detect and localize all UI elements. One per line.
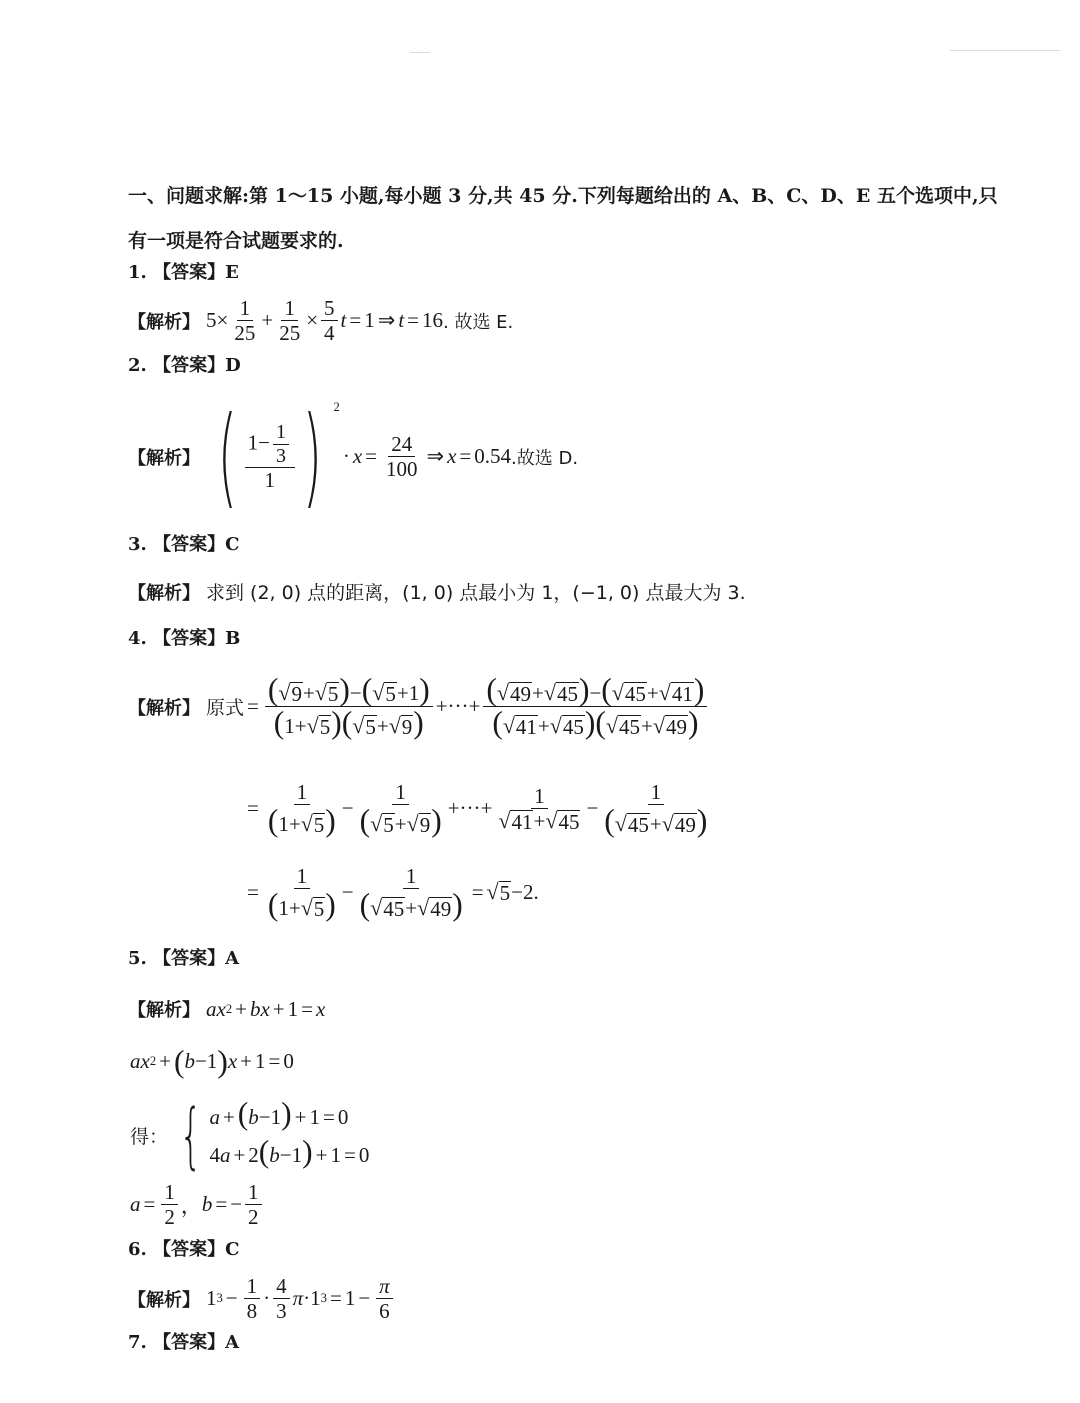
question-5-system: 得： { a +(b−1) + 1 = 0 4a + 2(b−1) + 1 = 0 [130,1093,370,1177]
question-4-analysis-line1: 【解析】 原式 = ( √ 9 + √ 5 )−( √ 5 +1) (1+ √ 5 )( √ 5 + √ 9 ) +···+ ( √ 49 + √ 45 )−( √ 45 + √ 41 ) ( √ 41 + √ 45 )( √ 45 + √ 49 ) [128,674,710,739]
question-4-analysis-line3: = 1 (1+ √ 5 ) − 1 ( √ 45 + √ 49 ) = √ 5 −2. [247,864,539,923]
conclusion: . 故选 E. [443,311,514,333]
analysis-tag: 【解析】 [128,311,200,333]
question-3-text: 求到 (2, 0) 点的距离，(1, 0) 点最小为 1，(−1, 0) 点最大为 3. [206,582,746,604]
question-3-analysis [128,578,746,605]
answer-letter: E [225,262,239,283]
answer-letter: A [225,948,240,969]
question-5-answer [128,944,239,970]
answer-letter: B [225,628,241,649]
section-heading-line1: 一、问题求解:第 1～15 小题,每小题 3 分,共 45 分.下列每题给出的 A、B、C、D、E 五个选项中,只 [128,185,998,207]
answer-tag: 【答案】 [153,534,226,555]
question-3-answer [128,530,239,556]
question-number: 7. [128,1332,147,1353]
analysis-tag: 【解析】 [128,582,200,604]
question-number: 3. [128,534,147,555]
original-expression-label: 原式 [206,697,245,720]
get-label: 得： [130,1126,169,1149]
section-heading-line2: 有一项是符合试题要求的. [128,230,344,252]
question-4-analysis-line2: = 1 (1+ √ 5 ) − 1 ( √ 5 + √ 9 ) +···+ 1 √ 41 + √ 45 − 1 ( √ 45 + √ 49 ) [247,780,708,839]
answer-letter: C [225,534,240,555]
question-number: 4. [128,628,147,649]
question-4-answer [128,624,240,650]
answer-tag: 【答案】 [153,1239,226,1260]
question-5-analysis-line2: ax 2 + ( b −1 ) x + 1 = 0 [130,1044,294,1079]
analysis-tag: 【解析】 [128,697,200,719]
question-2-analysis: 【解析】 ( 1− $\frac{1}{3}$ 1 ) 2 · x = $\frac{24}{100}$ ⇒ x = 0.54 .故选 D. [128,393,579,520]
question-5-result: a = $\frac{1}{2}$ ， b = − $\frac{1}{2}$ [130,1180,265,1229]
question-7-answer [128,1328,239,1354]
answer-tag: 【答案】 [153,948,226,969]
question-2-answer [128,351,241,377]
answer-tag: 【答案】 [153,355,226,376]
question-1-analysis: 【解析】 5× $\frac{1}{25}$ + $\frac{1}{25}$ × $\frac{5}{4}$ t = 1 ⇒ t = 16 . 故选 E. [128,296,514,346]
question-number: 5. [128,948,147,969]
answer-tag: 【答案】 [153,1332,226,1353]
answer-letter: C [225,1239,240,1260]
answer-letter: A [225,1332,240,1353]
analysis-tag: 【解析】 [128,447,200,469]
question-1-answer [128,258,239,284]
question-6-analysis: 【解析】 1 3 − $\frac{1}{8}$ · $\frac{4}{3}$ π ·1 3 = 1 − $\frac{\pi}{6}$ [128,1274,396,1323]
question-number: 6. [128,1239,147,1260]
question-number: 2. [128,355,147,376]
analysis-tag: 【解析】 [128,1000,200,1021]
answer-tag: 【答案】 [153,262,226,283]
conclusion: .故选 D. [511,447,579,469]
answer-tag: 【答案】 [153,628,226,649]
analysis-tag: 【解析】 [128,1289,200,1311]
question-5-analysis-line1: 【解析】 ax 2 + bx + 1 = x [128,996,326,1021]
question-6-answer [128,1235,239,1261]
question-number: 1. [128,262,147,283]
answer-letter: D [225,355,241,376]
